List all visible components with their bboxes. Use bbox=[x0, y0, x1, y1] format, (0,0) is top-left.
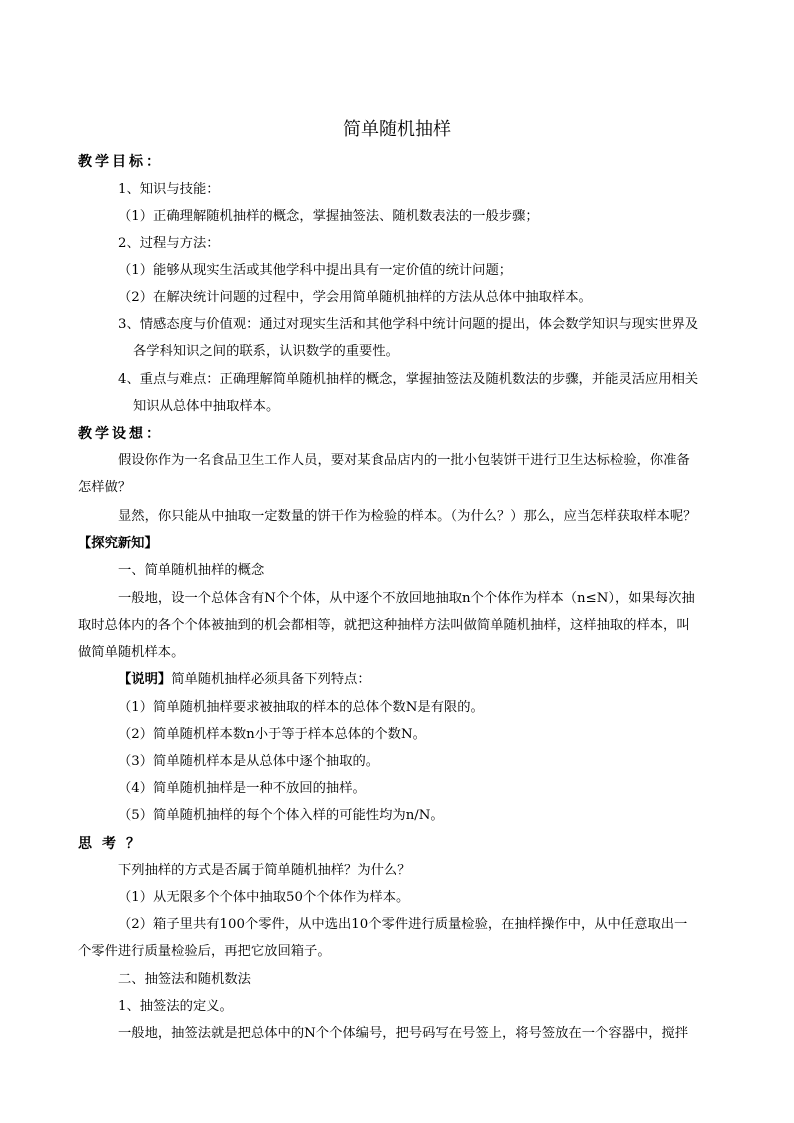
paragraph-line: 下列抽样的方式是否属于简单随机抽样？为什么？ bbox=[118, 863, 411, 878]
note-line bbox=[118, 670, 371, 690]
paragraph-line: （2）在解决统计问题的过程中，学会用简单随机抽样的方法从总体中抽取样本。 bbox=[118, 290, 592, 305]
paragraph-line: 一般地，抽签法就是把总体中的N个个体编号，把号码写在号签上，将号签放在一个容器中，搅拌 bbox=[118, 1026, 689, 1041]
paragraph-line: 3、情感态度与价值观：通过对现实生活和其他学科中统计问题的提出，体会数学知识与现实世界及 bbox=[118, 317, 699, 332]
list-item: （1）从无限多个个体中抽取50个个体作为样本。 bbox=[118, 890, 410, 905]
list-item: （4）简单随机抽样是一种不放回的抽样。 bbox=[118, 781, 366, 796]
paragraph-line: 一般地，设一个总体含有N个个体，从中逐个不放回地抽取n个个体作为样本（n≤N），如果每次抽 bbox=[118, 591, 695, 606]
paragraph-line: 二、抽签法和随机数法 bbox=[118, 972, 251, 987]
paragraph-line: 各学科知识之间的联系，认识数学的重要性。 bbox=[133, 344, 399, 359]
section-heading-explore: 【探究新知】 bbox=[78, 536, 158, 551]
paragraph-line: 做简单随机样本。 bbox=[78, 645, 185, 660]
paragraph-line: （1）正确理解随机抽样的概念，掌握抽签法、随机数表法的一般步骤； bbox=[118, 209, 539, 224]
list-item: （5）简单随机抽样的每个个体入样的可能性均为n/N。 bbox=[118, 808, 444, 823]
section-heading-teaching-goals: 教学目标： bbox=[78, 154, 163, 170]
list-item: （2）简单随机样本数n小于等于样本总体的个数N。 bbox=[118, 727, 426, 742]
paragraph-line: （1）能够从现实生活或其他学科中提出具有一定价值的统计问题； bbox=[118, 263, 513, 278]
paragraph-line: 怎样做？ bbox=[78, 480, 132, 495]
note-label: 【说明】 bbox=[118, 672, 172, 687]
paragraph-line: 知识从总体中抽取样本。 bbox=[133, 399, 280, 414]
paragraph-line: 假设你作为一名食品卫生工作人员，要对某食品店内的一批小包装饼干进行卫生达标检验，你准备 bbox=[118, 453, 690, 468]
list-item: （1）简单随机抽样要求被抽取的样本的总体个数N是有限的。 bbox=[118, 700, 484, 715]
section-heading-teaching-idea: 教学设想： bbox=[78, 426, 163, 442]
page-title: 简单随机抽样 bbox=[343, 119, 451, 140]
paragraph-line: 1、抽签法的定义。 bbox=[118, 999, 233, 1014]
paragraph-line: 个零件进行质量检验后，再把它放回箱子。 bbox=[78, 944, 331, 959]
paragraph-line: 取时总体内的各个个体被抽到的机会都相等，就把这种抽样方法叫做简单随机抽样，这样抽取的样本，叫 bbox=[78, 618, 690, 633]
note-text: 简单随机抽样必须具备下列特点： bbox=[171, 672, 371, 687]
paragraph-line: 4、重点与难点：正确理解简单随机抽样的概念，掌握抽签法及随机数法的步骤，并能灵活应用相关 bbox=[118, 372, 699, 387]
paragraph-line: 一、简单随机抽样的概念 bbox=[118, 563, 265, 578]
list-item: （3）简单随机样本是从总体中逐个抽取的。 bbox=[118, 754, 380, 769]
section-heading-think: 思考？ bbox=[78, 836, 150, 852]
paragraph-line: 显然，你只能从中抽取一定数量的饼干作为检验的样本。（为什么？）那么，应当怎样获取样本呢？ bbox=[118, 509, 697, 524]
paragraph-line: 2、过程与方法： bbox=[118, 236, 220, 251]
paragraph-line: 1、知识与技能： bbox=[118, 182, 220, 197]
list-item: （2）箱子里共有100个零件，从中选出10个零件进行质量检验，在抽样操作中，从中任意取出一 bbox=[118, 917, 688, 932]
